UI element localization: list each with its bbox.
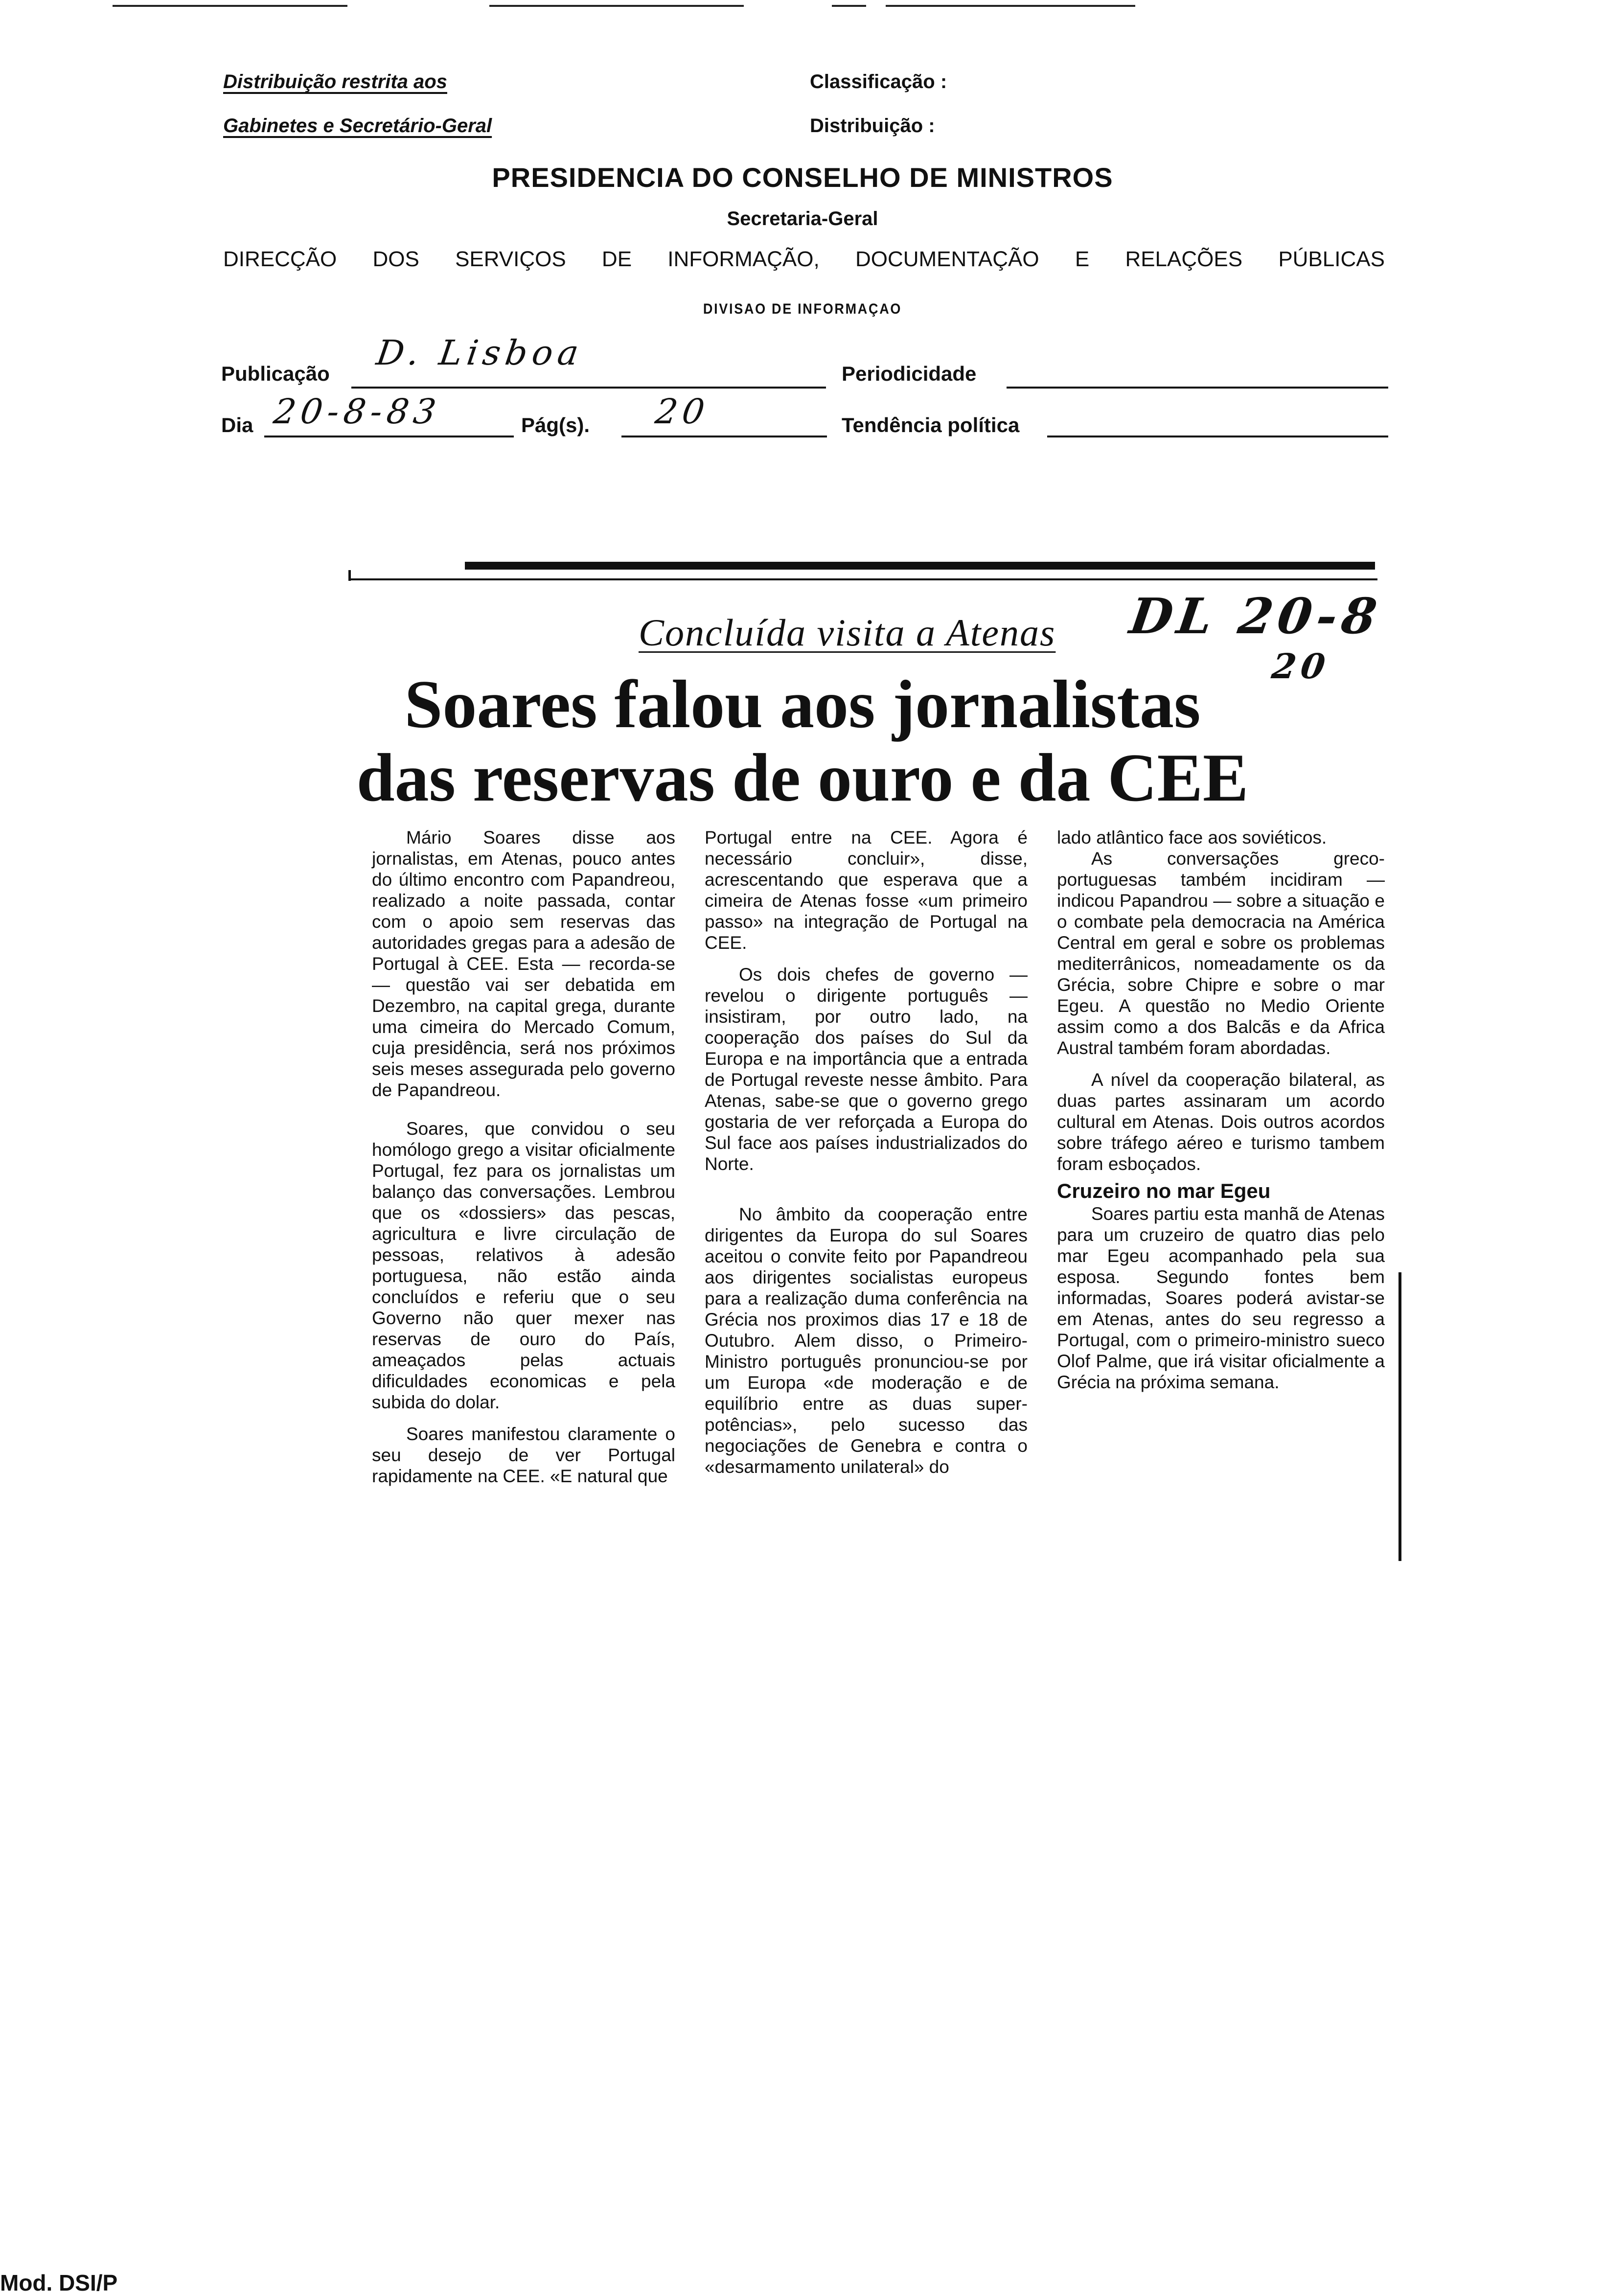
pags-handwritten-value: 20: [653, 391, 712, 432]
headline-line: Soares falou aos jornalistas: [404, 666, 1201, 742]
article-paragraph: Portugal entre na CEE. Agora é necessário concluir», disse, acrescentando que esperava que a cimeira de Atenas fosse «um primeiro passo» na integração de Portugal na CEE.: [705, 827, 1028, 953]
scan-edge-line: [489, 5, 744, 7]
article-paragraph: Os dois chefes de governo — revelou o dirigente português — insistiram, por outro lado, na cooperação dos países do Sul da Europa e na importância que a entrada de Portugal reveste nesse âmbito. Para Atenas, sabe-se que o governo grego gostaria de ver reforçada a Europa do Sul face aos países industrializados do Norte.: [705, 964, 1028, 1174]
handwritten-page: 20: [1269, 646, 1333, 687]
dia-label: Dia: [221, 413, 253, 436]
directorate-word: DOCUMENTAÇÃO: [855, 247, 1039, 271]
article-column-1: [372, 827, 675, 1487]
directorate-title: [223, 247, 1385, 272]
pags-label: Pág(s).: [521, 413, 590, 436]
periodicidade-label: Periodicidade: [842, 362, 977, 385]
distribution-note-line1: Distribuição restrita aos: [223, 71, 447, 92]
divider-rule: [348, 570, 351, 581]
article-paragraph: Soares, que convidou o seu homólogo grego a visitar oficialmente Portugal, fez para os jornalistas um balanço das conversações. Lembrou que os «dossiers» das pescas, agricultura e livre circulação de pessoas, relativos à adesão portuguesa, não estão ainda concluídos e referiu que o seu Governo não quer mexer nas reservas de ouro do País, ameaçados pelas actuais dificuldades economicas e pela subida do dolar.: [372, 1119, 675, 1412]
organization-title: PRESIDENCIA DO CONSELHO DE MINISTROS: [492, 162, 1113, 193]
dia-field-line: [264, 436, 514, 437]
scan-edge-line: [832, 5, 866, 7]
article-paragraph: As conversações greco-portuguesas também incidiram — indicou Papandrou — sobre a situação e o combate pela democracia na América Central em geral e sobre os problemas mediterrânicos, nomeadamente os da Grécia, sobre Chipre e sobre o mar Egeu. A questão no Medio Oriente assim como a dos Balcãs e da Africa Austral também foram abordadas.: [1057, 849, 1385, 1058]
publicacao-handwritten-value: D. Lisboa: [374, 333, 586, 373]
article-paragraph: Mário Soares disse aos jornalistas, em Atenas, pouco antes do último encontro com Papandreou, realizado a noite passada, contar com o apoio sem reservas das autoridades gregas para a adesão de Portugal à CEE. Esta — recorda-se — questão vai ser debatida em Dezembro, na capital grega, durante uma cimeira do Mercado Comum, cuja presidência, será nos próximos seis meses assegurada pelo governo de Papandreou.: [372, 827, 675, 1100]
directorate-word: SERVIÇOS: [455, 247, 566, 271]
article-paragraph: Soares manifestou claramente o seu desejo de ver Portugal rapidamente na CEE. «E natural que: [372, 1424, 675, 1486]
article-column-2: [705, 827, 1028, 1477]
divider-rule: [350, 578, 1377, 580]
scan-edge-line: [886, 5, 1135, 7]
divider-rule: [465, 562, 1375, 570]
article-paragraph: No âmbito da cooperação entre dirigentes da Europa do sul Soares aceitou o convite feito por Papandreou aos dirigentes socialistas europeus para a realização duma conferência na Grécia nos proximos dias 17 e 18 de Outubro. Alem disso, o Primeiro-Ministro português pronunciou-se por um Europa «de moderação e de equilíbrio entre as duas super-potências», pelo sucesso das negociações de Genebra e contra o «desarmamento unilateral» do: [705, 1204, 1028, 1477]
distribution-note-line2: Gabinetes e Secretário-Geral: [223, 115, 492, 137]
article-paragraph: Soares partiu esta manhã de Atenas para um cruzeiro de quatro dias pelo mar Egeu acompanhado pela sua esposa. Segundo fontes bem informadas, Soares poderá avistar-se em Atenas, antes do seu regresso a Portugal, com o primeiro-ministro sueco Olof Palme, que irá visitar oficialmente a Grécia na próxima semana.: [1057, 1204, 1385, 1392]
directorate-word: DE: [601, 247, 632, 271]
directorate-word: PÚBLICAS: [1278, 247, 1385, 271]
dia-handwritten-value: 20-8-83: [271, 391, 443, 432]
article-paragraph: lado atlântico face aos soviéticos.: [1057, 827, 1327, 848]
publicacao-label: Publicação: [221, 362, 330, 385]
tendencia-field-line: [1047, 436, 1388, 437]
handwritten-reference: DL 20-8: [1126, 587, 1385, 645]
article-paragraph: A nível da cooperação bilateral, as duas partes assinaram um acordo cultural em Atenas. Dois outros acordos sobre tráfego aéreo e turismo tambem foram esboçados.: [1057, 1070, 1385, 1174]
directorate-word: E: [1075, 247, 1090, 271]
publicacao-field-line: [351, 387, 826, 389]
article-kicker: Concluída visita a Atenas: [639, 611, 1056, 654]
periodicidade-field-line: [1007, 387, 1388, 389]
article-headline: [0, 668, 1605, 815]
directorate-word: DOS: [372, 247, 419, 271]
classificacao-label: Classificação :: [810, 71, 947, 92]
scan-edge-line: [113, 5, 347, 7]
division-title: DIVISAO DE INFORMAÇAO: [703, 301, 902, 317]
tendencia-label: Tendência política: [842, 413, 1020, 436]
department-title: Secretaria-Geral: [727, 208, 878, 230]
pags-field-line: [621, 436, 827, 437]
directorate-word: DIRECÇÃO: [223, 247, 337, 271]
form-code: Mod. DSI/P: [0, 2270, 118, 2296]
article-column-3: [1057, 827, 1385, 1393]
headline-line: das reservas de ouro e da CEE: [356, 740, 1249, 816]
directorate-word: INFORMAÇÃO,: [667, 247, 820, 271]
distribuicao-label: Distribuição :: [810, 115, 935, 137]
directorate-word: RELAÇÕES: [1125, 247, 1243, 271]
article-subheading: Cruzeiro no mar Egeu: [1057, 1179, 1271, 1202]
column-rule: [1399, 1272, 1401, 1561]
